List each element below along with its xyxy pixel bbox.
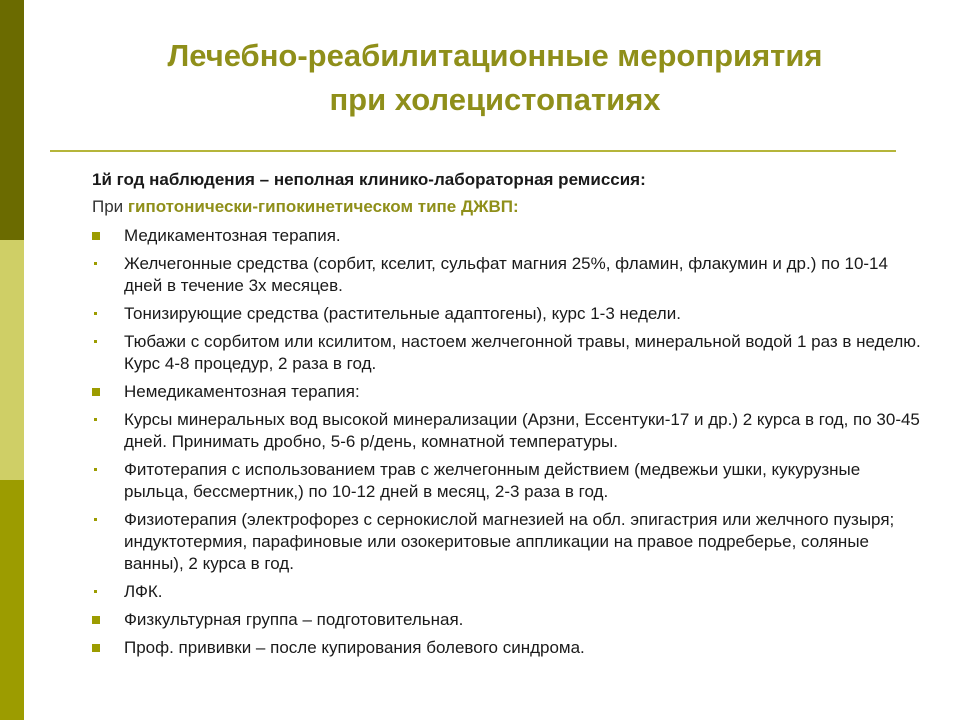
list-item [92, 303, 922, 325]
list-item-text: Физкультурная группа – подготовительная. [124, 610, 464, 629]
list-item [92, 459, 922, 503]
square-bullet-icon [92, 388, 100, 396]
list-item [92, 409, 922, 453]
slide-body [92, 168, 922, 659]
list-item-text: Курсы минеральных вод высокой минерализации (Арзни, Ессентуки-17 и др.) 2 курса в год, по 30-45 дней. Принимать дробно, 5-6 р/день, комнатной температуры. [124, 410, 920, 451]
list-item-text: Медикаментозная терапия. [124, 226, 341, 245]
title-line-2: при холецистопатиях [329, 82, 661, 117]
list-item [92, 331, 922, 375]
dot-bullet-icon [94, 590, 97, 593]
list-item [92, 637, 922, 659]
list-item [92, 225, 922, 247]
sidebar-band-middle [0, 240, 24, 480]
dot-bullet-icon [94, 418, 97, 421]
list-item [92, 609, 922, 631]
treatment-list [92, 225, 922, 659]
decorative-sidebar [0, 0, 24, 720]
list-item-text: Фитотерапия с использованием трав с желчегонным действием (медвежьи ушки, кукурузные рыльца, бессмертник,) по 10-12 дней в месяц, 2-3 раза в год. [124, 460, 861, 501]
observation-heading: 1й год наблюдения – неполная клинико-лабораторная ремиссия: [92, 170, 646, 189]
list-item-text: Желчегонные средства (сорбит, кселит, сульфат магния 25%, фламин, флакумин и др.) по 10-14 дней в течение 3х месяцев. [124, 254, 888, 295]
list-item-text: Проф. прививки – после купирования болевого синдрома. [124, 638, 585, 657]
dot-bullet-icon [94, 312, 97, 315]
square-bullet-icon [92, 616, 100, 624]
slide-title [60, 34, 930, 122]
dot-bullet-icon [94, 262, 97, 265]
list-item [92, 509, 922, 575]
list-item-text: Тонизирующие средства (растительные адаптогены), курс 1-3 недели. [124, 304, 681, 323]
title-line-1: Лечебно-реабилитационные мероприятия [167, 38, 823, 73]
dzhvp-type-emphasis: гипотонически-гипокинетическом типе ДЖВП: [127, 197, 519, 216]
sidebar-band-bottom [0, 480, 24, 720]
dzhvp-type-lead: При [92, 197, 128, 216]
list-item-text: Физиотерапия (электрофорез с сернокислой магнезией на обл. эпигастрия или желчного пузыря; индуктотермия, парафиновые или озокеритовые аппликации на правое подреберье, соляные ванны), 2 курса в год. [124, 510, 895, 573]
list-item-text: ЛФК. [124, 582, 163, 601]
dot-bullet-icon [94, 518, 97, 521]
square-bullet-icon [92, 232, 100, 240]
title-divider [50, 150, 896, 152]
list-item [92, 581, 922, 603]
list-item-text: Немедикаментозная терапия: [124, 382, 360, 401]
dzhvp-type-line [92, 195, 922, 219]
sidebar-band-top [0, 0, 24, 240]
list-item-text: Тюбажи с сорбитом или ксилитом, настоем желчегонной травы, минеральной водой 1 раз в неделю. Курс 4-8 процедур, 2 раза в год. [124, 332, 921, 373]
list-item [92, 381, 922, 403]
dot-bullet-icon [94, 340, 97, 343]
list-item [92, 253, 922, 297]
square-bullet-icon [92, 644, 100, 652]
dot-bullet-icon [94, 468, 97, 471]
